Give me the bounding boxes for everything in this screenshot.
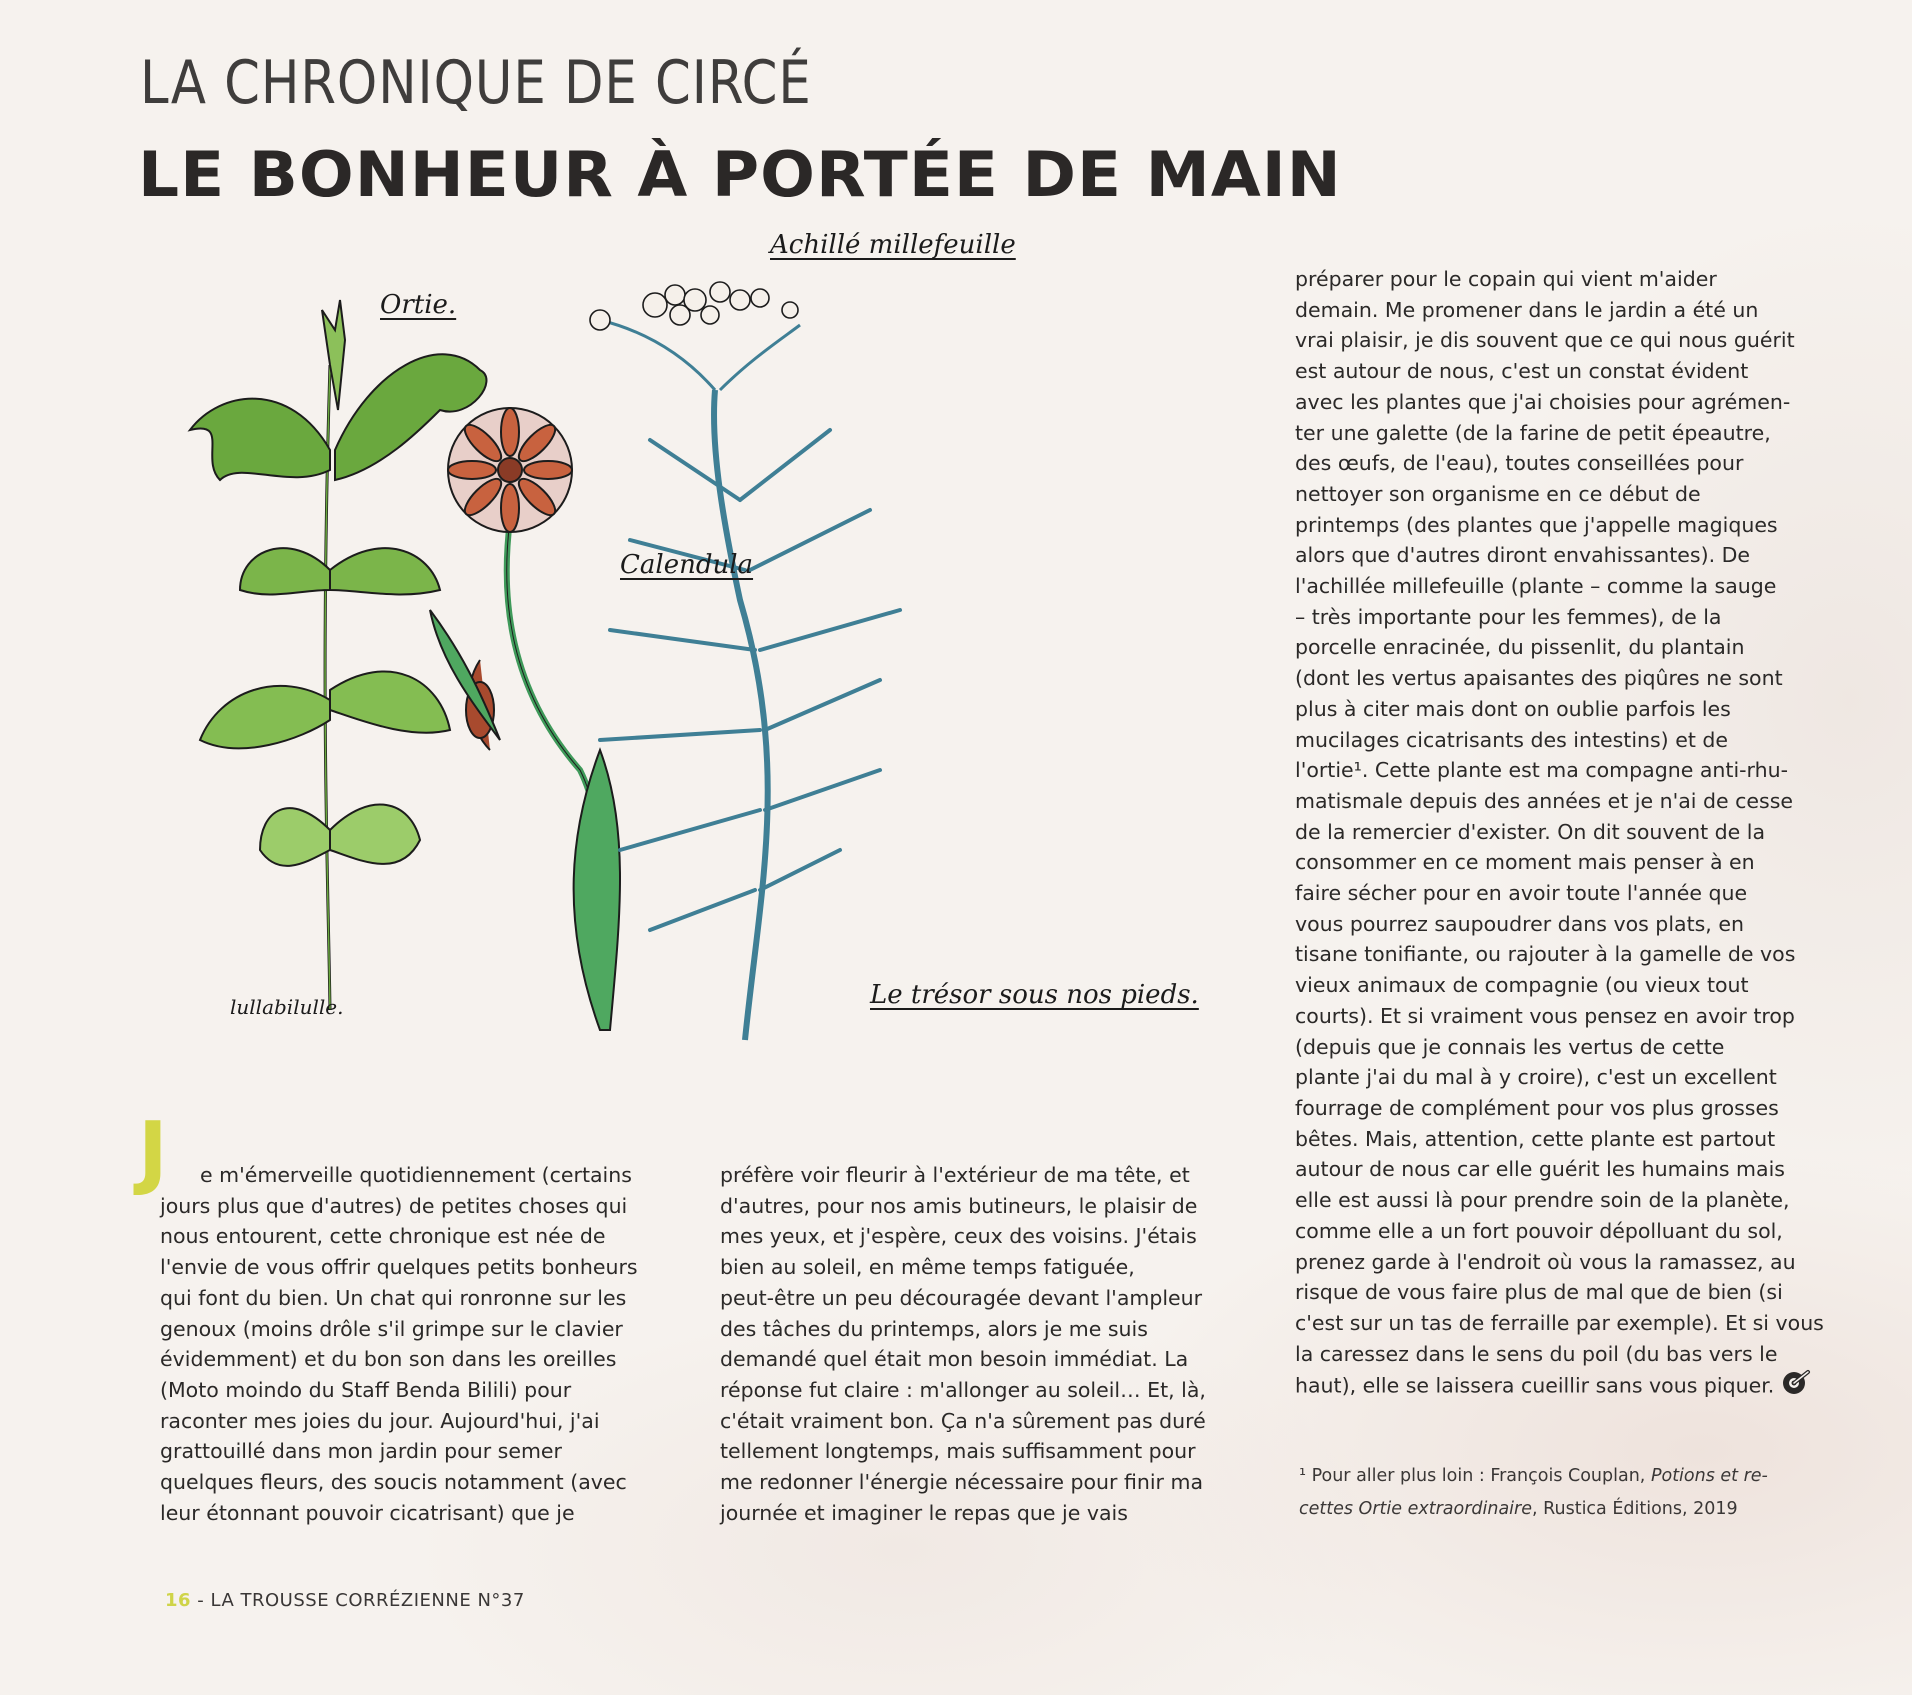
article-line: la caressez dans le sens du poil (du bas vers le	[1295, 1341, 1778, 1366]
footnote-text: ¹ Pour aller plus loin : François Couplan,	[1299, 1466, 1651, 1486]
article-line: peut-être un peu découragée devant l'ampleur	[720, 1285, 1203, 1310]
end-mark-icon	[1782, 1369, 1812, 1404]
column-kicker	[140, 48, 812, 118]
article-line: genoux (moins drôle s'il grimpe sur le clavier	[160, 1316, 623, 1341]
article-line: qui font du bien. Un chat qui ronronne sur les	[160, 1285, 627, 1310]
page-footer	[165, 1590, 525, 1611]
article-line: vieux animaux de compagnie (ou vieux tout	[1295, 973, 1749, 998]
article-line: des œufs, de l'eau), toutes conseillées pour	[1295, 451, 1744, 476]
article-line: tellement longtemps, mais suffisamment pour	[720, 1439, 1196, 1464]
article-line: porcelle enracinée, du pissenlit, du plantain	[1295, 635, 1745, 660]
footnote-book-title: Potions et re-	[1650, 1466, 1768, 1486]
article-line: demain. Me promener dans le jardin a été un	[1295, 297, 1759, 322]
article-column-2	[720, 1160, 1206, 1528]
article-line: vrai plaisir, je dis souvent que ce qui nous guérit	[1295, 328, 1795, 353]
article-line: ter une galette (de la farine de petit épeautre,	[1295, 420, 1771, 445]
article-line: vous pourrez saupoudrer dans vos plats, en	[1295, 911, 1744, 936]
article-title: LE BONHEUR À PORTÉE DE MAIN	[138, 138, 1342, 211]
label-ortie: Ortie.	[380, 290, 457, 320]
illustrator-signature: lullabilulle.	[230, 995, 344, 1019]
article-line: haut), elle se laissera cueillir sans vous piquer.	[1295, 1369, 1824, 1404]
article-line: plante j'ai du mal à y croire), c'est un excellent	[1295, 1065, 1777, 1090]
article-line: bêtes. Mais, attention, cette plante est partout	[1295, 1126, 1776, 1151]
article-line: évidemment) et du bon son dans les oreilles	[160, 1347, 617, 1372]
article-column-1	[160, 1160, 638, 1528]
label-achillee: Achillé millefeuille	[770, 230, 1016, 260]
footnote	[1299, 1460, 1768, 1526]
article-line: demandé quel était mon besoin immédiat. La	[720, 1347, 1189, 1372]
plants-drawing	[180, 270, 1230, 1050]
article-line: alors que d'autres diront envahissantes). De	[1295, 543, 1751, 568]
article-line: faire sécher pour en avoir toute l'année que	[1295, 881, 1748, 906]
article-column-3	[1295, 264, 1824, 1404]
footnote-line-1	[1299, 1460, 1768, 1493]
article-line: comme elle a un fort pouvoir dépolluant du sol,	[1295, 1218, 1783, 1243]
article-line: journée et imaginer le repas que je vais	[720, 1500, 1128, 1525]
article-line: leur étonnant pouvoir cicatrisant) que je	[160, 1500, 575, 1525]
botanical-illustration	[180, 230, 1230, 1050]
article-line: e m'émerveille quotidiennement (certains	[200, 1163, 632, 1187]
article-line: préparer pour le copain qui vient m'aider	[1295, 267, 1717, 291]
article-line: (depuis que je connais les vertus de cette	[1295, 1034, 1725, 1059]
article-line: matismale depuis des années et je n'ai de cesse	[1295, 788, 1794, 813]
publication-name: LA TROUSSE CORRÉZIENNE N°37	[210, 1590, 525, 1611]
article-line: (Moto moindo du Staff Benda Bilili) pour	[160, 1377, 572, 1402]
calendula-drawing	[430, 408, 620, 1030]
article-line: – très importante pour les femmes), de la	[1295, 604, 1722, 629]
article-line: (dont les vertus apaisantes des piqûres ne sont	[1295, 666, 1783, 691]
article-line: bien au soleil, en même temps fatiguée,	[720, 1255, 1135, 1280]
article-line: préfère voir fleurir à l'extérieur de ma tête, et	[720, 1163, 1190, 1187]
article-line: printemps (des plantes que j'appelle magiques	[1295, 512, 1778, 537]
article-line: l'achillée millefeuille (plante – comme la sauge	[1295, 574, 1777, 599]
article-line: elle est aussi là pour prendre soin de la planète,	[1295, 1188, 1790, 1213]
article-line: risque de vous faire plus de mal que de bien (si	[1295, 1280, 1783, 1305]
article-line: de la remercier d'exister. On dit souvent de la	[1295, 819, 1766, 844]
article-line: c'est sur un tas de ferraille par exemple). Et si vous	[1295, 1310, 1824, 1335]
article-line: jours plus que d'autres) de petites choses qui	[160, 1193, 628, 1218]
article-line: me redonner l'énergie nécessaire pour finir ma	[720, 1470, 1204, 1495]
article-line: raconter mes joies du jour. Aujourd'hui, j'ai	[160, 1408, 600, 1433]
nettle-drawing	[190, 300, 486, 1010]
article-line: mes yeux, et j'espère, ceux des voisins. J'étais	[720, 1224, 1197, 1249]
kicker-text: LA CHRONIQUE DE CIRCÉ	[140, 48, 812, 118]
article-line: l'ortie¹. Cette plante est ma compagne anti-rhu-	[1295, 758, 1788, 783]
article-line: fourrage de complément pour vos plus grosses	[1295, 1095, 1779, 1120]
footer-separator: -	[191, 1590, 211, 1611]
article-line: réponse fut claire : m'allonger au soleil… Et, là,	[720, 1377, 1206, 1402]
illustration-caption: Le trésor sous nos pieds.	[870, 980, 1199, 1010]
article-line: consommer en ce moment mais penser à en	[1295, 850, 1755, 875]
yarrow-drawing	[590, 282, 900, 1040]
article-line: nous entourent, cette chronique est née de	[160, 1224, 606, 1249]
footnote-book-title: cettes Ortie extraordinaire	[1299, 1499, 1532, 1519]
article-line: autour de nous car elle guérit les humains mais	[1295, 1157, 1785, 1182]
footnote-publisher: , Rustica Éditions, 2019	[1532, 1499, 1738, 1519]
article-line: quelques fleurs, des soucis notamment (avec	[160, 1470, 627, 1495]
article-line: courts). Et si vraiment vous pensez en avoir trop	[1295, 1003, 1795, 1028]
article-line: prenez garde à l'endroit où vous la ramassez, au	[1295, 1249, 1796, 1274]
article-line: tisane tonifiante, ou rajouter à la gamelle de vos	[1295, 942, 1796, 967]
article-line: nettoyer son organisme en ce début de	[1295, 481, 1701, 506]
drop-cap: J	[138, 1105, 168, 1198]
label-calendula: Calendula	[620, 550, 754, 580]
article-line: est autour de nous, c'est un constat évident	[1295, 359, 1749, 384]
article-line: mucilages cicatrisants des intestins) et de	[1295, 727, 1728, 752]
article-line: plus à citer mais dont on oublie parfois les	[1295, 696, 1731, 721]
article-line: des tâches du printemps, alors je me suis	[720, 1316, 1148, 1341]
article-line: l'envie de vous offrir quelques petits bonheurs	[160, 1255, 638, 1280]
article-line: c'était vraiment bon. Ça n'a sûrement pas duré	[720, 1408, 1206, 1433]
article-line: avec les plantes que j'ai choisies pour agrémen-	[1295, 389, 1791, 414]
article-line: grattouillé dans mon jardin pour semer	[160, 1439, 562, 1464]
footnote-line-2	[1299, 1493, 1768, 1526]
article-line: d'autres, pour nos amis butineurs, le plaisir de	[720, 1193, 1198, 1218]
page-number: 16	[165, 1590, 192, 1611]
